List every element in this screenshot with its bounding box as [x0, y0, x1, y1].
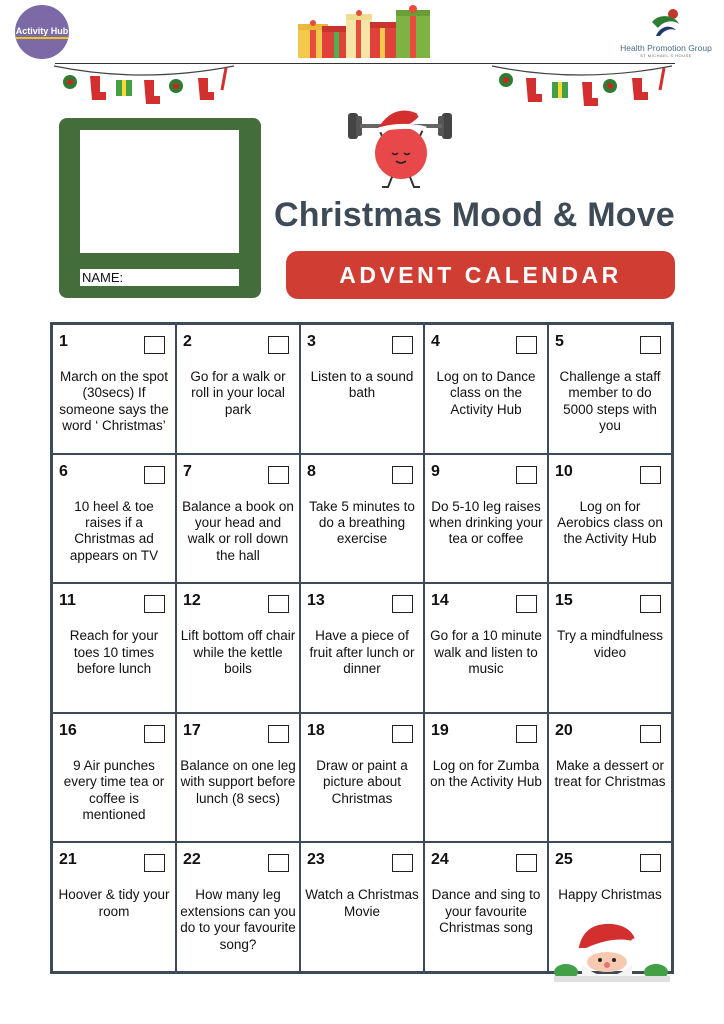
- calendar-day-5: [548, 324, 672, 454]
- calendar-day-21: [52, 842, 176, 972]
- calendar-day-2: [176, 324, 300, 454]
- day-task: Log on for Zumba on the Activity Hub: [430, 757, 542, 790]
- day-checkbox[interactable]: [268, 336, 289, 354]
- calendar-day-20: [548, 713, 672, 843]
- calendar-day-14: [424, 583, 548, 713]
- day-task: Log on for Aerobics class on the Activity Hub: [557, 498, 663, 547]
- day-task: Listen to a sound bath: [310, 369, 414, 401]
- day-checkbox[interactable]: [144, 725, 165, 743]
- calendar-day-9: [424, 454, 548, 584]
- day-task: Have a piece of fruit after lunch or dinner: [309, 628, 415, 676]
- photo-frame: [59, 118, 261, 298]
- day-task: How many leg extensions can you do to your favourite song?: [180, 887, 296, 952]
- day-checkbox[interactable]: [516, 854, 537, 872]
- day-number: 22: [183, 851, 201, 869]
- day-number: 16: [59, 721, 77, 739]
- day-number: 23: [307, 851, 325, 869]
- calendar-day-13: [300, 583, 424, 713]
- day-task: Do 5-10 leg raises when drinking your tea or coffee: [429, 498, 543, 547]
- calendar-day-8: [300, 454, 424, 584]
- calendar-day-7: [176, 454, 300, 584]
- day-checkbox[interactable]: [392, 595, 413, 613]
- day-task: Reach for your toes 10 times before lunch: [69, 628, 159, 676]
- day-number: 9: [431, 462, 440, 480]
- calendar-day-22: [176, 842, 300, 972]
- day-checkbox[interactable]: [516, 336, 537, 354]
- day-task: Take 5 minutes to do a breathing exercise: [309, 498, 415, 547]
- day-number: 17: [183, 721, 201, 739]
- day-checkbox[interactable]: [640, 336, 661, 354]
- calendar-day-10: [548, 454, 672, 584]
- day-checkbox[interactable]: [392, 336, 413, 354]
- day-checkbox[interactable]: [268, 854, 289, 872]
- day-number: 19: [431, 721, 449, 739]
- day-number: 6: [59, 462, 68, 480]
- day-checkbox[interactable]: [144, 336, 165, 354]
- day-checkbox[interactable]: [516, 725, 537, 743]
- garland-left-icon: [52, 62, 237, 112]
- day-task: Go for a 10 minute walk and listen to music: [430, 628, 542, 676]
- calendar-day-17: [176, 713, 300, 843]
- page-title: Christmas Mood & Move: [274, 196, 675, 234]
- gifts-icon: [296, 4, 436, 60]
- day-checkbox[interactable]: [392, 725, 413, 743]
- day-task: Make a dessert or treat for Christmas: [554, 757, 666, 790]
- day-checkbox[interactable]: [144, 595, 165, 613]
- calendar-day-3: [300, 324, 424, 454]
- day-number: 24: [431, 851, 449, 869]
- day-task: Challenge a staff member to do 5000 steps with you: [559, 369, 661, 434]
- health-promotion-logo-text: Health Promotion Group: [620, 43, 712, 53]
- day-checkbox[interactable]: [144, 466, 165, 484]
- day-task: Balance a book on your head and walk or roll down the hall: [182, 498, 294, 563]
- day-number: 15: [555, 592, 573, 610]
- day-task: Hoover & tidy your room: [58, 887, 170, 919]
- day-checkbox[interactable]: [516, 466, 537, 484]
- calendar-day-19: [424, 713, 548, 843]
- day-task: Watch a Christmas Movie: [305, 887, 419, 919]
- day-number: 2: [183, 333, 192, 350]
- advent-calendar-banner: ADVENT CALENDAR: [286, 251, 675, 299]
- day-number: 13: [307, 592, 325, 610]
- day-number: 7: [183, 462, 192, 480]
- day-number: 14: [431, 592, 449, 610]
- day-task: Lift bottom off chair while the kettle boils: [180, 628, 296, 676]
- day-number: 10: [555, 462, 573, 480]
- calendar-day-11: [52, 583, 176, 713]
- day-task: Balance on one leg with support before lunch (8 secs): [180, 757, 296, 806]
- calendar-day-6: [52, 454, 176, 584]
- photo-area[interactable]: [80, 130, 239, 253]
- day-checkbox[interactable]: [640, 725, 661, 743]
- day-checkbox[interactable]: [392, 466, 413, 484]
- day-task: Happy Christmas: [558, 887, 662, 903]
- day-number: 18: [307, 721, 325, 739]
- day-task: Dance and sing to your favourite Christmas song: [431, 887, 541, 936]
- day-number: 11: [59, 592, 76, 610]
- name-label: NAME:: [82, 270, 124, 285]
- health-promotion-logo-subtext: ST MICHAEL'S HOUSE: [640, 53, 692, 58]
- day-number: 3: [307, 333, 316, 350]
- day-task: March on the spot (30secs) If someone says the word ‘ Christmas’: [59, 369, 169, 434]
- calendar-day-12: [176, 583, 300, 713]
- day-checkbox[interactable]: [268, 466, 289, 484]
- day-number: 20: [555, 721, 573, 739]
- day-checkbox[interactable]: [268, 725, 289, 743]
- day-number: 21: [59, 851, 77, 869]
- calendar-day-4: [424, 324, 548, 454]
- day-task: Draw or paint a picture about Christmas: [316, 757, 408, 806]
- calendar-day-16: [52, 713, 176, 843]
- calendar-day-1: [52, 324, 176, 454]
- weightlifting-mascot-icon: [342, 95, 462, 191]
- calendar-day-15: [548, 583, 672, 713]
- day-checkbox[interactable]: [640, 466, 661, 484]
- calendar-day-23: [300, 842, 424, 972]
- health-promotion-group-logo: [612, 8, 720, 58]
- calendar-day-24: [424, 842, 548, 972]
- day-task: Log on to Dance class on the Activity Hub: [436, 369, 536, 417]
- day-number: 1: [59, 333, 68, 350]
- activity-hub-logo-text: Activity Hub: [16, 26, 69, 39]
- day-checkbox[interactable]: [640, 854, 661, 872]
- advent-calendar-grid: [50, 322, 674, 974]
- day-number: 4: [431, 333, 440, 350]
- name-field[interactable]: [80, 269, 239, 286]
- activity-hub-logo: [15, 5, 69, 59]
- day-number: 8: [307, 462, 316, 480]
- day-checkbox[interactable]: [144, 854, 165, 872]
- santa-icon: [552, 918, 672, 984]
- day-checkbox[interactable]: [268, 595, 289, 613]
- calendar-day-18: [300, 713, 424, 843]
- day-number: 25: [555, 851, 573, 869]
- day-number: 5: [555, 333, 564, 350]
- day-task: 9 Air punches every time tea or coffee is mentioned: [63, 757, 165, 823]
- day-checkbox[interactable]: [516, 595, 537, 613]
- day-task: 10 heel & toe raises if a Christmas ad appears on TV: [69, 498, 159, 563]
- day-number: 12: [183, 592, 201, 610]
- day-task: Try a mindfulness video: [556, 628, 664, 660]
- health-promotion-logo-icon: [646, 8, 686, 38]
- day-task: Go for a walk or roll in your local park: [190, 369, 286, 417]
- garland-right-icon: [490, 62, 675, 112]
- day-checkbox[interactable]: [640, 595, 661, 613]
- day-checkbox[interactable]: [392, 854, 413, 872]
